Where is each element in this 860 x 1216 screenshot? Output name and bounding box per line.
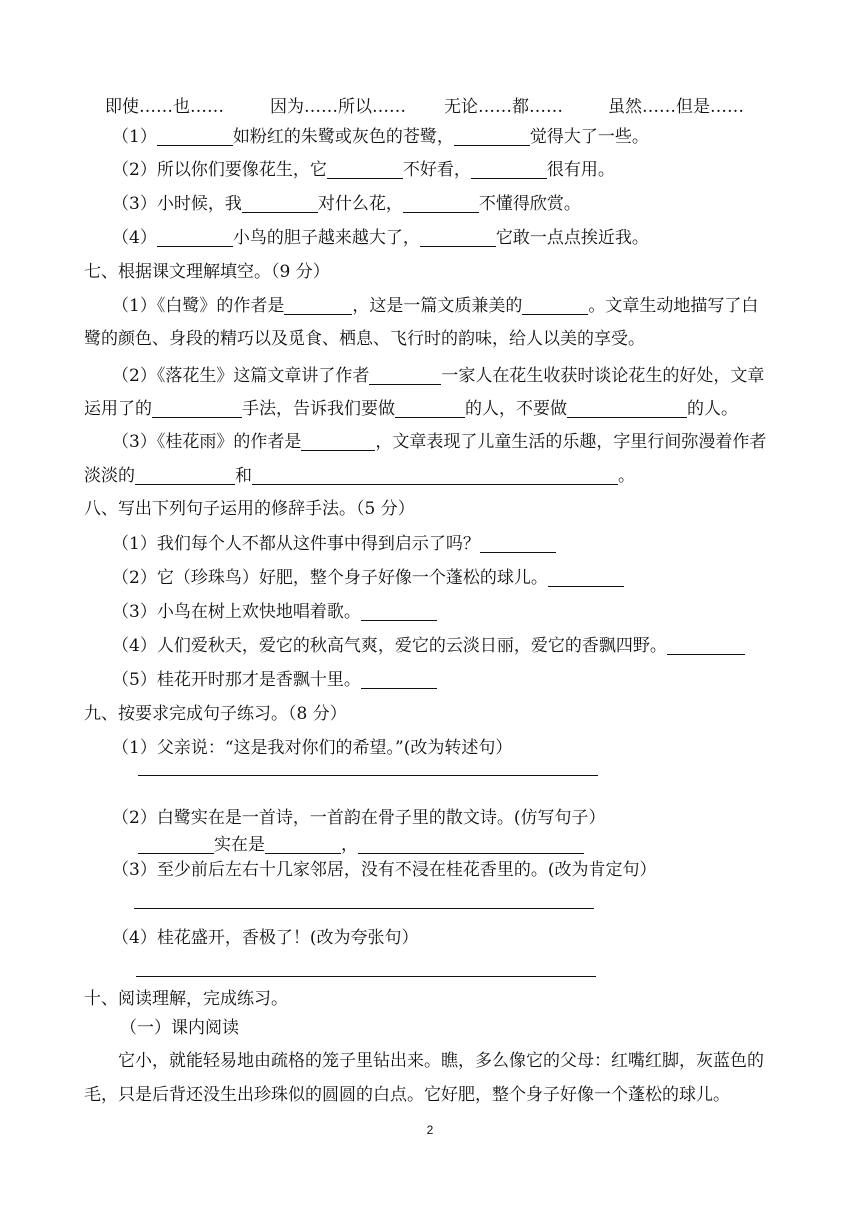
answer-blank[interactable] (454, 127, 530, 146)
answer-blank[interactable] (358, 835, 584, 854)
answer-blank[interactable] (301, 432, 375, 451)
answer-blank[interactable] (157, 228, 233, 247)
q6-sentence-2: （2）所以你们要像花生，它 不好看， 很有用。 (112, 160, 615, 180)
answer-blank[interactable] (567, 399, 687, 418)
q7-item-2-cont: 运用了的 手法，告诉我们要做 的人，不要做 的人。 (84, 399, 738, 419)
answer-blank[interactable] (242, 194, 318, 213)
q7-item-3-cont: 淡淡的 和 。 (84, 466, 635, 486)
q8-item-2: （2）它（珍珠鸟）好肥，整个身子好像一个蓬松的球儿。 (112, 567, 624, 589)
answer-line[interactable] (138, 757, 598, 776)
q7-item-3: （3）《桂花雨》的作者是 ，文章表现了儿童生活的乐趣，字里行间弥漫着作者 (112, 432, 767, 452)
page-number: 2 (426, 1123, 434, 1137)
q7-item-2: （2）《落花生》这篇文章讲了作者 一家人在花生收获时谈论花生的好处，文章 (112, 366, 765, 386)
connective-word: 因为……所以…… (270, 97, 406, 117)
q7-item-1: （1）《白鹭》的作者是 ，这是一篇文质兼美的 。文章生动地描写了白 (112, 296, 759, 316)
answer-blank[interactable] (252, 466, 618, 485)
answer-blank[interactable] (403, 194, 479, 213)
connective-word: 即使……也…… (105, 97, 224, 117)
connective-word: 虽然……但是…… (608, 97, 744, 117)
answer-blank[interactable] (265, 835, 341, 854)
answer-blank[interactable] (369, 366, 441, 385)
q6-sentence-4: （4） 小鸟的胆子越来越大了， 它敢一点点挨近我。 (112, 228, 649, 248)
q9-item-4: （4）桂花盛开，香极了！(改为夸张句） (112, 928, 419, 948)
reading-passage-line: 毛，只是后背还没生出珍珠似的圆圆的白点。它好肥，整个身子好像一个蓬松的球儿。 (84, 1085, 730, 1105)
q9-item-1: （1）父亲说：“这是我对你们的希望。”(改为转述句） (112, 738, 513, 758)
section-7-title: 七、根据课文理解填空。（9 分） (84, 262, 330, 282)
q8-item-1: （1）我们每个人不都从这件事中得到启示了吗？ (112, 533, 556, 555)
answer-line[interactable] (134, 890, 594, 909)
answer-blank[interactable] (327, 160, 403, 179)
q9-item-3: （3）至少前后左右十几家邻居，没有不浸在桂花香里的。(改为肯定句） (112, 860, 657, 880)
q9-item-2: （2）白鹭实在是一首诗，一首韵在骨子里的散文诗。(仿写句子） (112, 808, 606, 828)
reading-passage-line: 它小，就能轻易地由疏格的笼子里钻出来。瞧，多么像它的父母：红嘴红脚，灰蓝色的 (118, 1051, 764, 1071)
answer-blank[interactable] (667, 636, 745, 655)
q6-sentence-3: （3）小时候，我 对什么花， 不懂得欣赏。 (112, 194, 581, 214)
answer-blank[interactable] (361, 602, 437, 621)
q8-item-3: （3）小鸟在树上欢快地唱着歌。 (112, 601, 437, 623)
answer-blank[interactable] (548, 568, 624, 587)
answer-blank[interactable] (135, 466, 235, 485)
section-10-title: 十、阅读理解，完成练习。 (84, 989, 288, 1009)
answer-blank[interactable] (152, 399, 242, 418)
connective-word: 无论……都…… (444, 97, 563, 117)
q7-item-1-cont: 鹭的颜色、身段的精巧以及觅食、栖息、飞行时的韵味，给人以美的享受。 (84, 329, 645, 349)
section-9-title: 九、按要求完成句子练习。（8 分） (84, 704, 347, 724)
answer-blank[interactable] (420, 228, 496, 247)
section-8-title: 八、写出下列句子运用的修辞手法。（5 分） (84, 499, 415, 519)
answer-blank[interactable] (157, 127, 233, 146)
q8-item-5: （5）桂花开时那才是香飘十里。 (112, 669, 437, 691)
q6-sentence-1: （1） 如粉红的朱鹭或灰色的苍鹭， 觉得大了一些。 (112, 127, 649, 147)
q9-item-2-imitation: 实在是 ， (138, 834, 584, 856)
answer-blank[interactable] (138, 835, 214, 854)
answer-line[interactable] (136, 958, 596, 977)
answer-blank[interactable] (480, 534, 556, 553)
subsection-title: （一）课内阅读 (120, 1018, 239, 1038)
answer-blank[interactable] (522, 296, 588, 315)
answer-blank[interactable] (395, 399, 465, 418)
q8-item-4: （4）人们爱秋天，爱它的秋高气爽，爱它的云淡日丽，爱它的香飘四野。 (112, 635, 745, 657)
answer-blank[interactable] (284, 296, 352, 315)
answer-blank[interactable] (361, 670, 437, 689)
answer-blank[interactable] (471, 160, 547, 179)
